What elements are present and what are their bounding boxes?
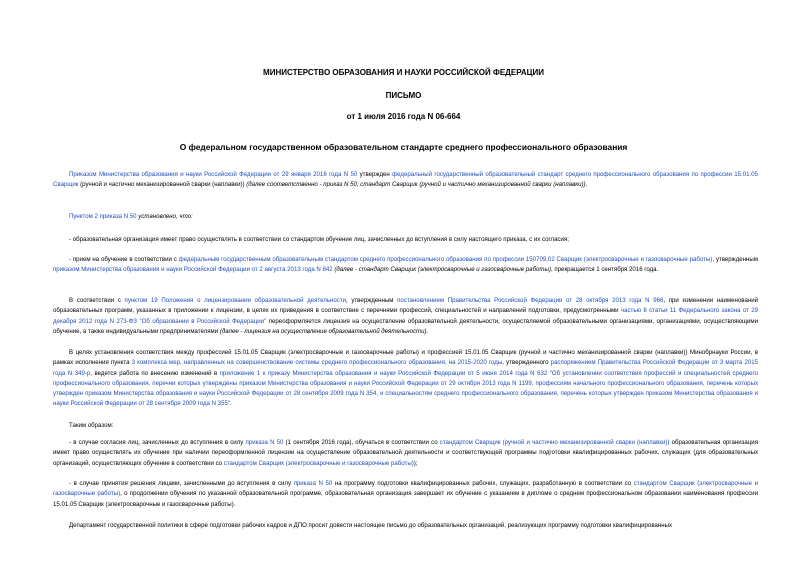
paragraph-4-text: , утвержденным [712,256,758,263]
link-standard-150709[interactable]: федеральным государственным образовательным стандартом среднего профессионального образования по профессии 150709.02 Сварщик (электросварочные и газосварочные работы) [178,256,713,263]
paragraph-2 [53,212,758,222]
document-date-number: от 1 июля 2016 года N 06-664 [346,112,461,121]
link-appendix-order-632[interactable]: приложение 1 к приказу Министерства образования и науки Российской Федерации от 5 июня 2014 года N 632 "Об установлении соответствия профессий и специальностей среднего профессионального образования, перечни которых утверждены приказом Министерства образования и науки Российской Федерации от 29 октября 2013 года N 1199, профессиям начального профессионального образования, перечень которых утвержден приказом Министерства образования и науки Российской Федерации от 28 сентября 2009 года N 354, и специальностям среднего профессионального образования, перечень которых утвержден приказом Министерства образования и науки Российской Федерации от 28 сентября 2009 года N 355" [53,369,758,408]
paragraph-9 [53,479,758,510]
paragraph-8-text: образовательная организация имеет право осуществлять их обучение при наличии переоформленной лицензии на осуществление образовательной деятельности и соответствующей программы подготовки квалифицированных рабочих, служащих (для образовательных организаций, осуществляющих обучение в соответствии со [53,439,758,467]
paragraph-4-text: , прекращается 1 сентября 2016 года. [550,266,659,274]
link-standard-welder-manual[interactable]: стандартом Сварщик (ручной и частично механизированной сварки (наплавки)) [439,439,670,446]
paragraph-4-note: (далее - стандарт Сварщик (электросварочные и газосварочные работы) [332,266,551,274]
link-standard-welder-gas[interactable]: стандартом Сварщик (электросварочные и газосварочные работы) [53,480,759,498]
paragraph-10: Департамент государственной политики в сфере подготовки рабочих кадров и ДПО просит довести настоящее письмо до образовательных организаций, реализующих программу подготовки квалифицированных [69,522,673,529]
paragraph-5 [53,296,758,337]
link-order-50[interactable]: Приказом Министерства образования и науки Российской Федерации от 29 января 2016 года N 50 [69,171,358,178]
paragraph-5-note: (далее - лицензия на осуществление образовательной деятельности). [219,327,429,335]
link-licensing-clause-19[interactable]: пунктом 19 Положения о лицензировании образовательной деятельности [124,297,347,304]
link-clause-2-order-50[interactable]: Пунктом 2 приказа N 50 [69,213,137,220]
paragraph-4 [53,255,758,276]
link-order-50[interactable]: приказа N 50 [293,480,333,487]
paragraph-1-text: утвержден [357,171,393,178]
link-standard-welder-gas[interactable]: стандартом Сварщик (электросварочные и газосварочные работы) [223,459,414,467]
paragraph-8 [53,438,758,469]
paragraph-3: - образовательная организация имеет право осуществлять в соответствии со стандартом обучение лиц, зачисленных до вступления в силу настоящего приказа, с их согласия; [69,236,569,243]
document-type: ПИСЬМО [385,91,422,100]
link-standard-welder-manual[interactable]: федеральный государственный образовательный стандарт среднего профессионального образования по профессии 15.01.05 Сварщик [53,171,758,189]
paragraph-5-text: , утвержденным [346,297,398,304]
paragraph-1 [53,170,758,191]
paragraph-5-text: , при изменении наименований образовательных программ, указанных в приложении к лицензии, в целях их приведения в соответствие с перечнями профессий, специальностей и направлений подготовки, предусмотренными [53,297,759,315]
paragraph-6-text: В целях установления соответствия между профессией 15.01.05 Сварщик (электросварочные и газосварочные работы) и профессией 15.01.05 Сварщик (ручной и частично механизированной сварки (наплавки)) Минобрнауки России, в рамках исполнения пункта [53,349,758,367]
paragraph-9-text: на программу подготовки квалифицированных рабочих, служащих, разработанную в соответствии со [332,480,634,487]
paragraph-8-text: - в случае согласия лиц, зачисленных до вступления в силу [69,439,246,446]
paragraph-6-text: , ведется работа по внесению изменений в [90,369,220,377]
link-order-50[interactable]: приказа N 50 [245,439,284,446]
paragraph-9-text: - в случае принятия решения лицами, зачисленными до вступления в силу [69,480,294,487]
ministry-heading: МИНИСТЕРСТВО ОБРАЗОВАНИЯ И НАУКИ РОССИЙСКОЙ ФЕДЕРАЦИИ [263,68,544,77]
document-title: О федеральном государственном образовательном стандарте среднего профессионального образования [179,142,628,152]
paragraph-6-text: , утвержденного [502,359,551,367]
paragraph-7: Таким образом: [69,422,114,429]
paragraph-1-text: (ручной и частично механизированной сварки (наплавки)) [78,181,247,189]
paragraph-2-text: установлено, что: [136,213,193,220]
link-resolution-966[interactable]: постановлением Правительства Российской Федерации от 28 октября 2013 года N 966 [397,297,664,304]
paragraph-5-text: В соответствии с [69,297,125,304]
paragraph-1-note: (далее соответственно - приказ N 50, стандарт Сварщик (ручной и частично механизированной сварки (наплавки)). [246,181,588,189]
link-order-842[interactable]: приказом Министерства образования и науки Российской Федерации от 2 августа 2013 года N 842 [53,266,333,274]
paragraph-5-text: переоформляется лицензия на осуществление образовательной деятельности, осуществляемой образовательными организациями, организациями, осуществляющими обучение, а также индивидуальными предпринимателями [53,317,758,335]
paragraph-6-text: . [230,400,232,408]
paragraph-8-text: (1 сентября 2016 года), обучаться в соответствии со [283,439,440,446]
paragraph-9-text: , о продолжении обучения по указанной образовательной программе, образовательная организация завершает их обучение с указанием в дипломе о среднем профессиональном образовании наименования профессии 15.01.05 Сварщик (электросварочные и газосварочные работы). [53,490,758,508]
paragraph-6 [53,348,758,410]
link-order-349r[interactable]: распоряжением Правительства Российской Федерации от 3 марта 2015 года N 349-р [53,359,759,377]
link-measures-complex[interactable]: 3 комплекса мер, направленных на совершенствование системы среднего профессионального образования, на 2015-2020 годы [131,359,503,367]
paragraph-4-text: - прием на обучение в соответствии с [69,256,179,263]
paragraph-8-text: ); [413,459,418,467]
link-law-273[interactable]: частью 8 статьи 11 Федерального закона от 29 декабря 2012 года N 273-ФЗ "Об образовании в Российской Федерации" [53,307,758,325]
